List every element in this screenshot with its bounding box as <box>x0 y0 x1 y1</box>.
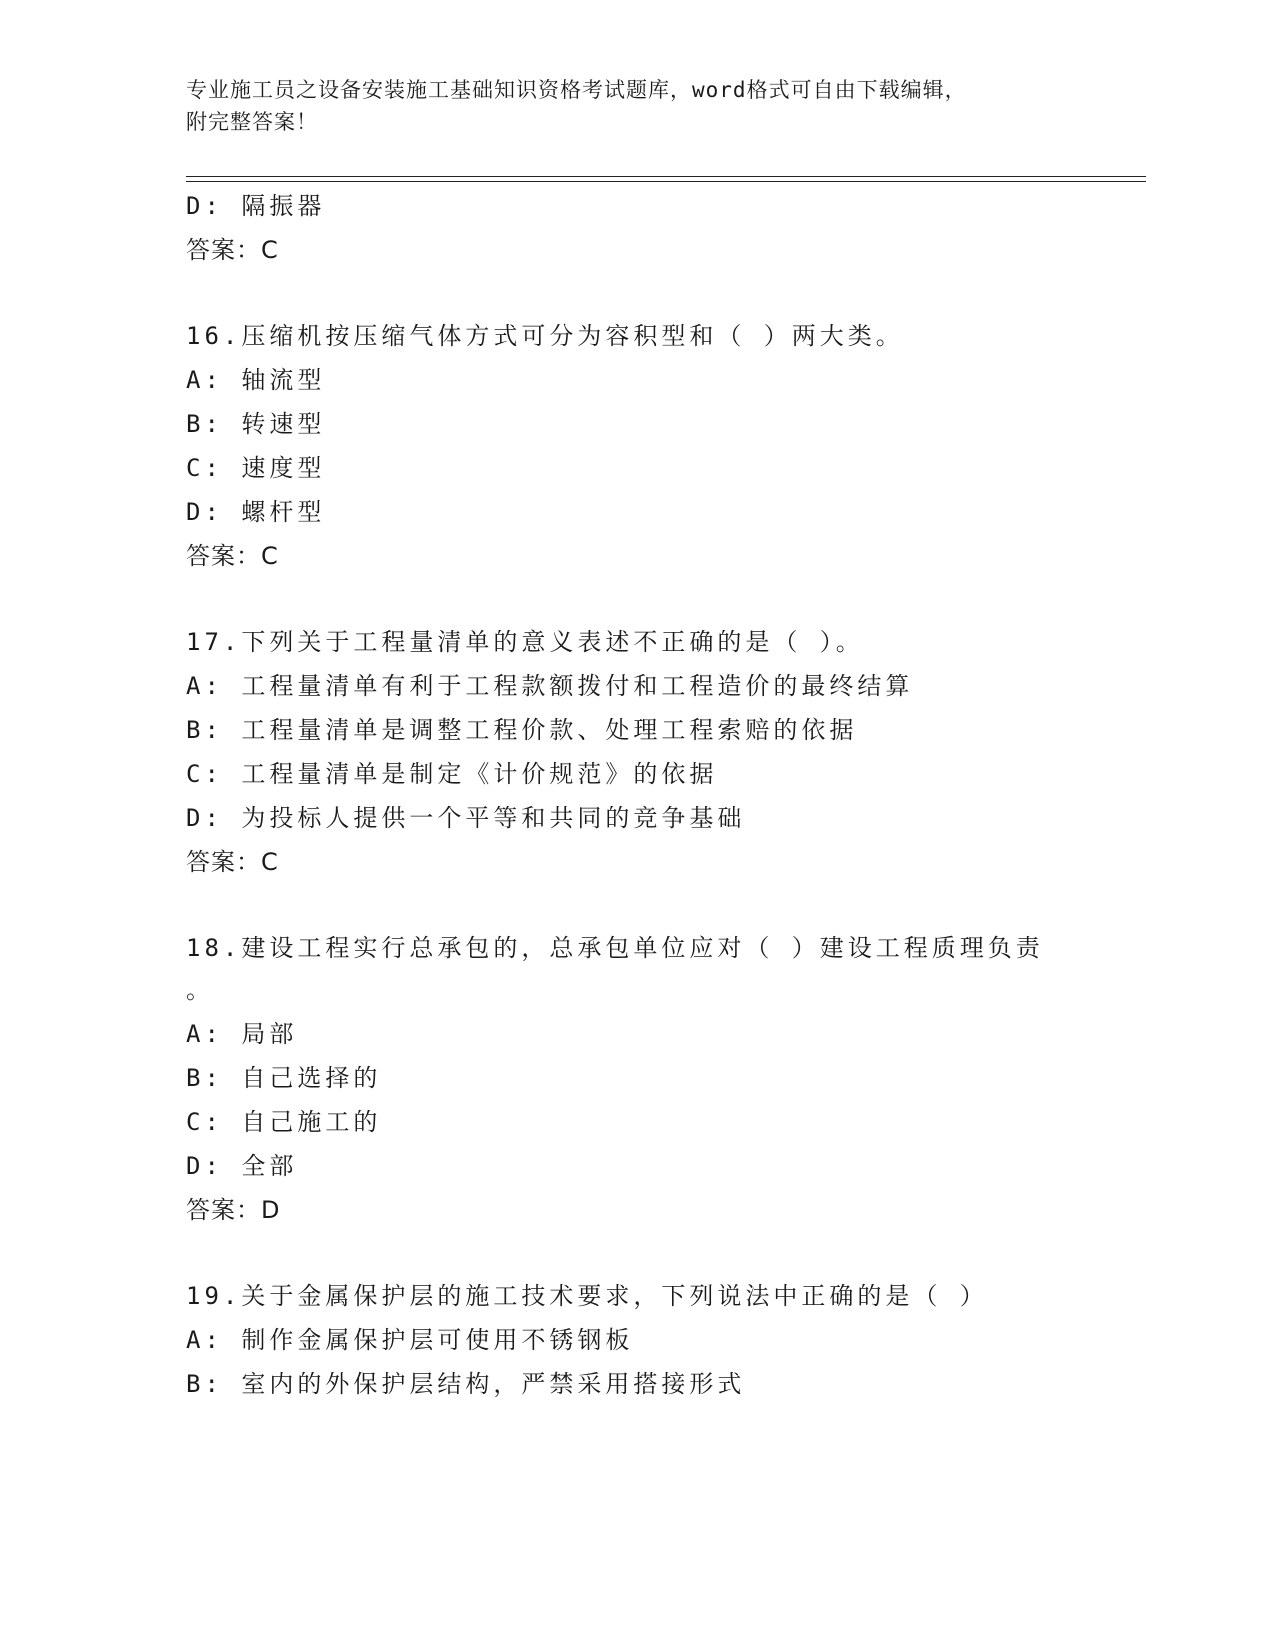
question-16-option-c: C: 速度型 <box>186 454 326 482</box>
question-18-stem: 18.建设工程实行总承包的，总承包单位应对（ ）建设工程质理负责 <box>186 934 1044 962</box>
question-16-option-a: A: 轴流型 <box>186 366 326 394</box>
question-19-option-a: A: 制作金属保护层可使用不锈钢板 <box>186 1326 634 1354</box>
question-19-option-b: B: 室内的外保护层结构，严禁采用搭接形式 <box>186 1370 746 1398</box>
question-18-option-a: A: 局部 <box>186 1020 298 1048</box>
question-17-option-d: D: 为投标人提供一个平等和共同的竞争基础 <box>186 804 746 832</box>
question-16-stem: 16.压缩机按压缩气体方式可分为容积型和（ ）两大类。 <box>186 322 904 350</box>
question-16-option-d: D: 螺杆型 <box>186 498 326 526</box>
question-17-option-a: A: 工程量清单有利于工程款额拨付和工程造价的最终结算 <box>186 672 914 700</box>
question-17-stem: 17.下列关于工程量清单的意义表述不正确的是（ ）。 <box>186 628 864 656</box>
question-17-option-b: B: 工程量清单是调整工程价款、处理工程索赔的依据 <box>186 716 858 744</box>
question-19-stem: 19.关于金属保护层的施工技术要求，下列说法中正确的是（ ） <box>186 1282 988 1310</box>
header-line-1: 专业施工员之设备安装施工基础知识资格考试题库，word格式可自由下载编辑， <box>186 78 967 102</box>
question-17-option-c: C: 工程量清单是制定《计价规范》的依据 <box>186 760 718 788</box>
document-header <box>186 74 1086 138</box>
question-18-option-c: C: 自己施工的 <box>186 1108 382 1136</box>
question-17-answer: 答案：C <box>186 848 279 876</box>
question-18-answer: 答案：D <box>186 1196 281 1224</box>
header-divider-top <box>186 176 1146 177</box>
question-18-option-b: B: 自己选择的 <box>186 1064 382 1092</box>
question-18-option-d: D: 全部 <box>186 1152 298 1180</box>
question-18-stem-continued: 。 <box>186 976 214 1004</box>
header-divider-bottom <box>186 181 1146 182</box>
question-16-answer: 答案：C <box>186 542 279 570</box>
answer-continued: 答案：C <box>186 236 279 264</box>
option-d-continued: D: 隔振器 <box>186 192 326 220</box>
header-line-2: 附完整答案！ <box>186 110 318 134</box>
question-16-option-b: B: 转速型 <box>186 410 326 438</box>
